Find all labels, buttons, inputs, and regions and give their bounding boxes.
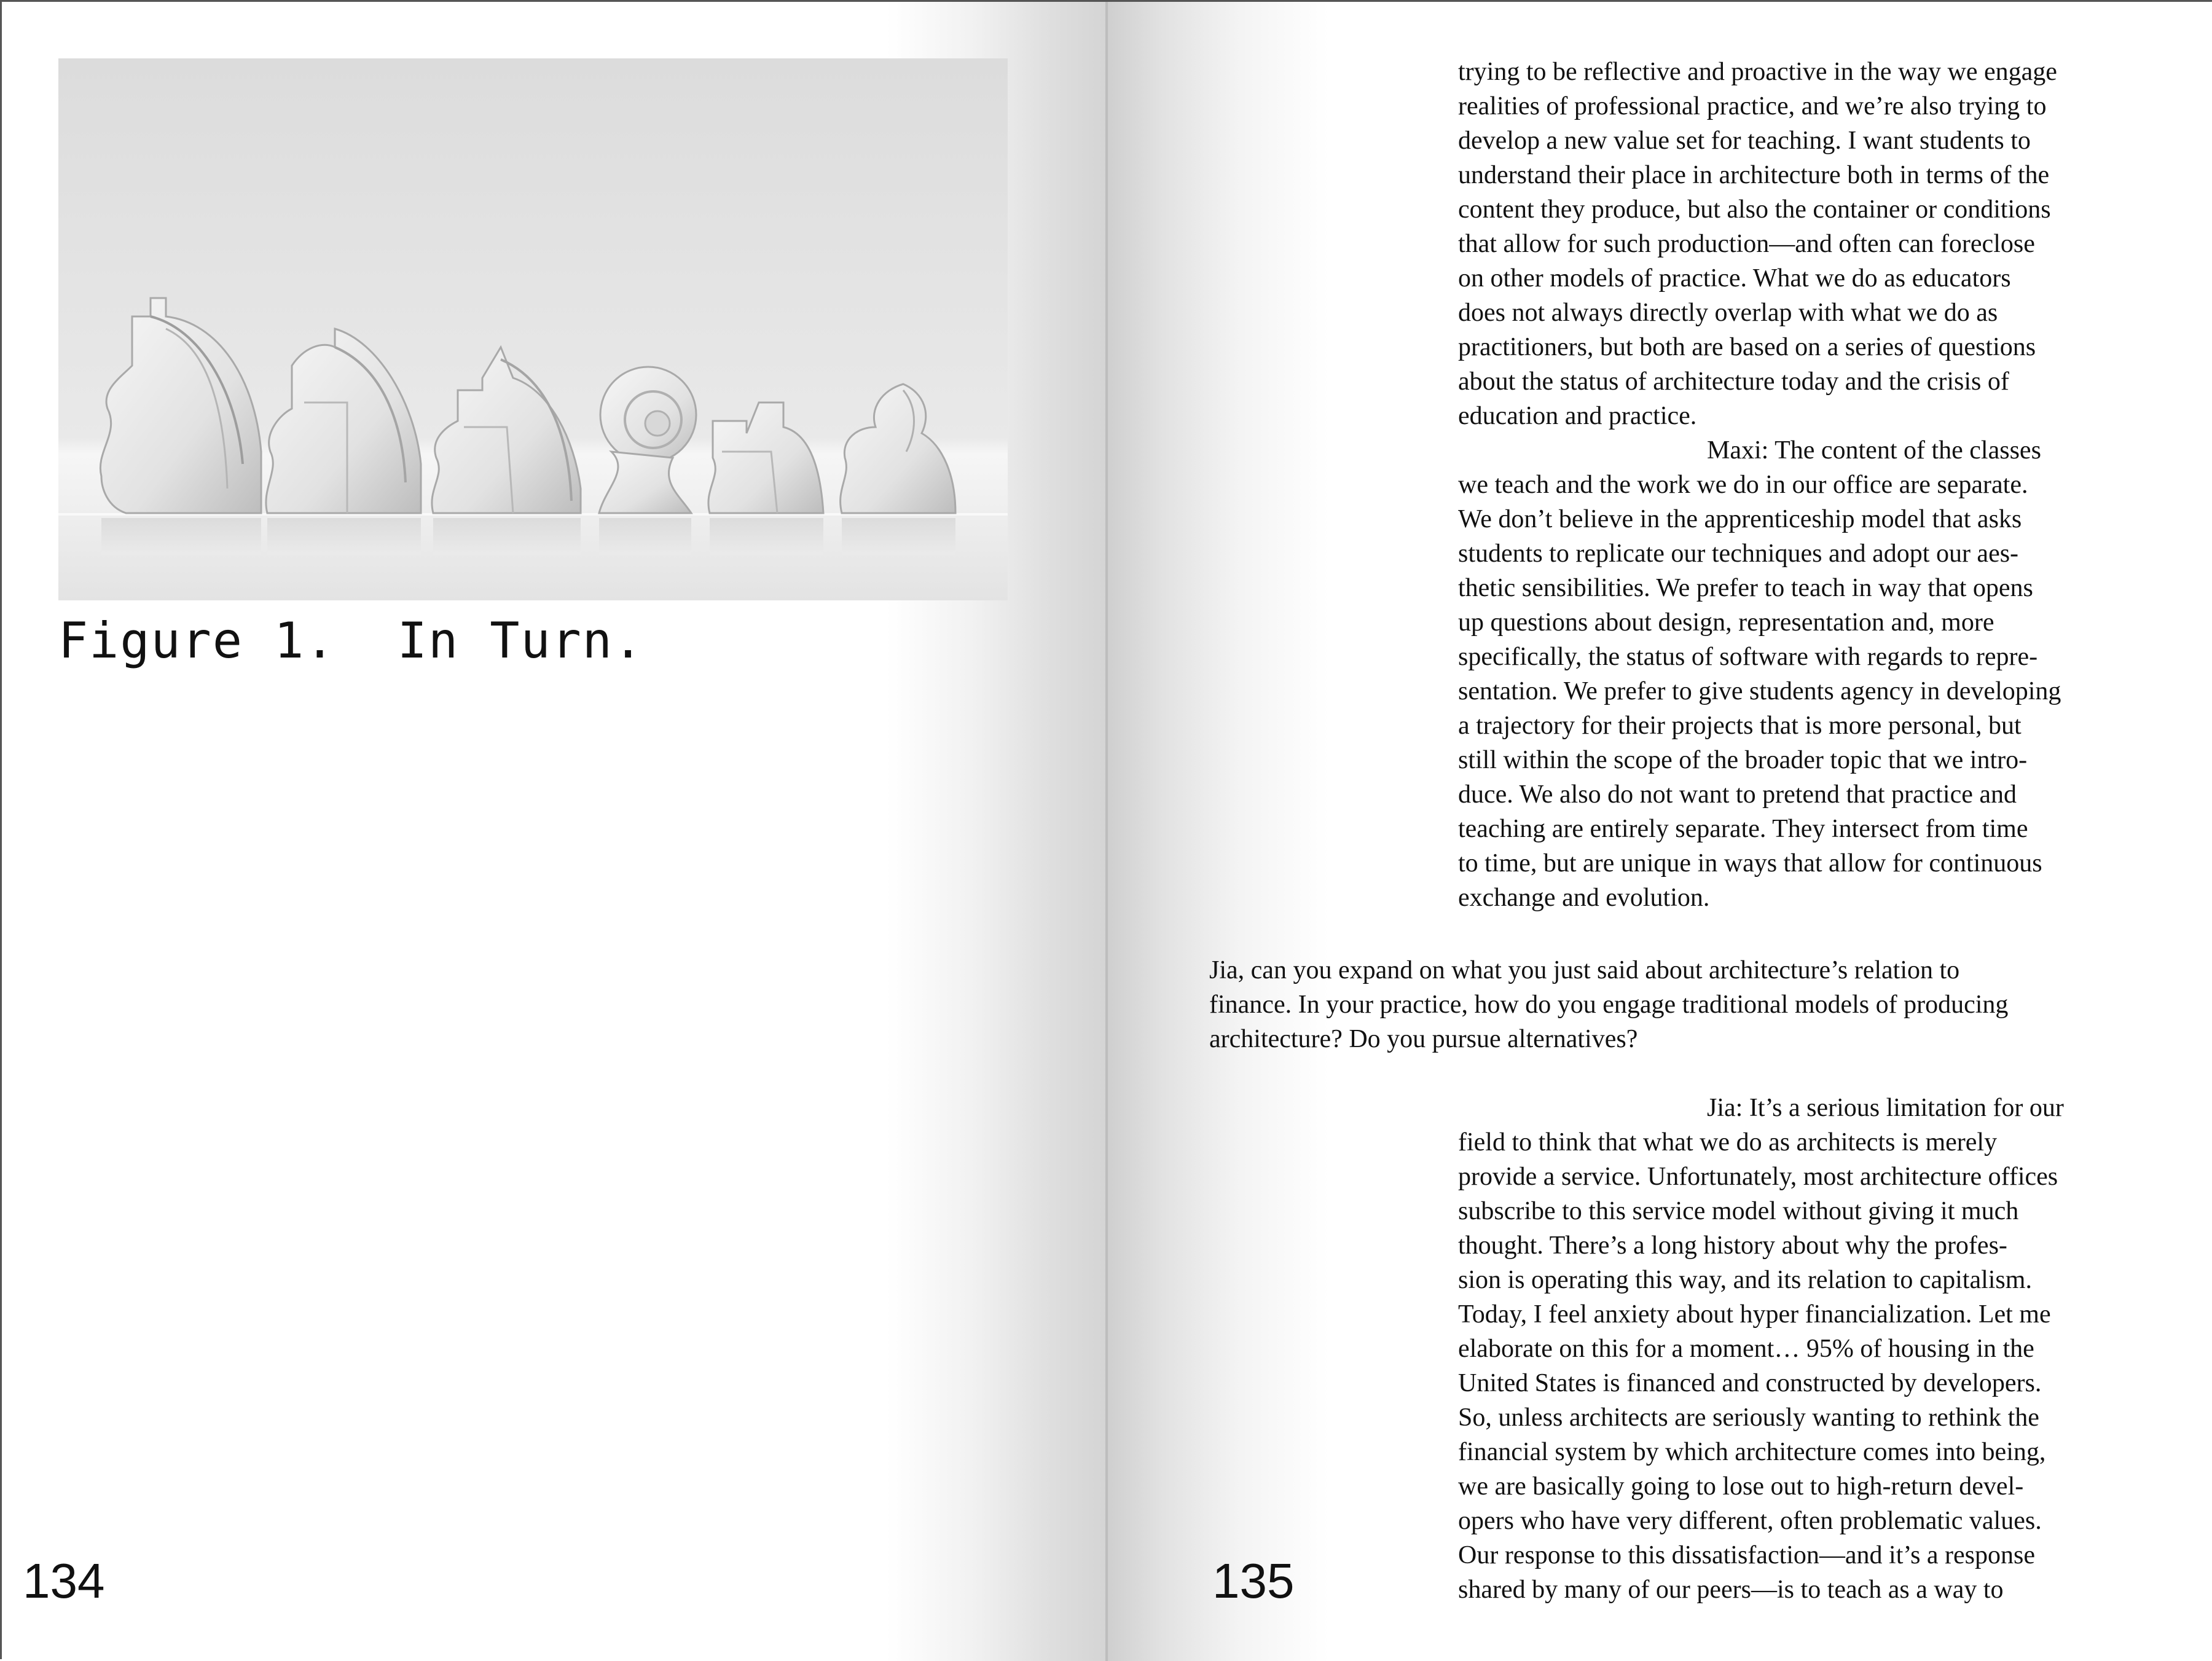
text-line: a trajectory for their projects that is more personal, but [1458,712,2022,740]
text-line: realities of professional practice, and we’re also trying to [1458,92,2047,120]
text-line: duce. We also do not want to pretend that practice and [1458,780,2017,809]
speaker-line-maxi: Maxi: The content of the classes [1707,436,2041,465]
figure-caption: Figure 1. In Turn. [58,612,645,669]
text-line: shared by many of our peers—is to teach as a way to [1458,1576,2004,1604]
text-line: sentation. We prefer to give students agency in developing [1458,677,2061,705]
text-line: education and practice. [1458,402,1697,430]
maxi-answer [1458,433,2165,915]
page-number-left: 134 [23,1553,105,1608]
text-line: exchange and evolution. [1458,884,1710,912]
text-line: up questions about design, representation and, more [1458,608,1994,637]
text-line: students to replicate our techniques and adopt our aes- [1458,540,2019,568]
text-line: Our response to this dissatisfaction—and it’s a response [1458,1541,2036,1569]
text-line: specifically, the status of software with regards to repre- [1458,643,2038,671]
text-line: we are basically going to lose out to high-return devel- [1458,1472,2024,1501]
text-line: sion is operating this way, and its relation to capitalism. [1458,1266,2032,1294]
text-line: that allow for such production—and often can foreclose [1458,230,2035,258]
text-line: provide a service. Unfortunately, most architecture offices [1458,1163,2058,1191]
text-line: on other models of practice. What we do as educators [1458,264,2011,293]
text-line: teaching are entirely separate. They intersect from time [1458,815,2028,843]
text-line: content they produce, but also the container or conditions [1458,195,2051,224]
text-line: So, unless architects are seriously wanting to rethink the [1458,1404,2039,1432]
text-line: does not always directly overlap with what we do as [1458,299,1998,327]
text-line: field to think that what we do as architects is merely [1458,1128,1998,1156]
text-line: Jia, can you expand on what you just said about architecture’s relation to [1209,956,1960,984]
speaker-line-jia: Jia: It’s a serious limitation for our [1707,1094,2064,1122]
text-line: still within the scope of the broader topic that we intro- [1458,746,2028,774]
text-line: opers who have very different, often problematic values. [1458,1507,2042,1535]
paragraph-continued [1458,55,2165,433]
text-line: financial system by which architecture comes into being, [1458,1438,2046,1466]
architectural-models-photo [58,58,1008,600]
text-line: about the status of architecture today and the crisis of [1458,367,2009,396]
left-page [2,2,1108,1661]
text-line: we teach and the work we do in our office are separate. [1458,471,2028,499]
text-line: understand their place in architecture both in terms of the [1458,161,2050,189]
right-page [1108,2,2212,1661]
text-line: thought. There’s a long history about why the profes- [1458,1231,2007,1260]
text-line: practitioners, but both are based on a series of questions [1458,333,2036,361]
text-line: We don’t believe in the apprenticeship model that asks [1458,505,2022,533]
text-line: trying to be reflective and proactive in the way we engage [1458,58,2057,86]
text-line: Today, I feel anxiety about hyper financialization. Let me [1458,1300,2051,1329]
figure-photo [58,58,1008,600]
text-line: elaborate on this for a moment… 95% of housing in the [1458,1335,2034,1363]
text-line: subscribe to this service model without giving it much [1458,1197,2019,1225]
text-line: architecture? Do you pursue alternatives? [1209,1025,1638,1053]
text-line: to time, but are unique in ways that allow for continuous [1458,849,2042,878]
jia-answer [1458,1091,2165,1607]
text-line: United States is financed and constructed by developers. [1458,1369,2042,1397]
interview-question [1209,953,2155,1056]
text-line: develop a new value set for teaching. I want students to [1458,127,2031,155]
text-line: thetic sensibilities. We prefer to teach in way that opens [1458,574,2033,602]
text-line: finance. In your practice, how do you engage traditional models of producing [1209,991,2009,1019]
page-number-right: 135 [1212,1553,1295,1608]
